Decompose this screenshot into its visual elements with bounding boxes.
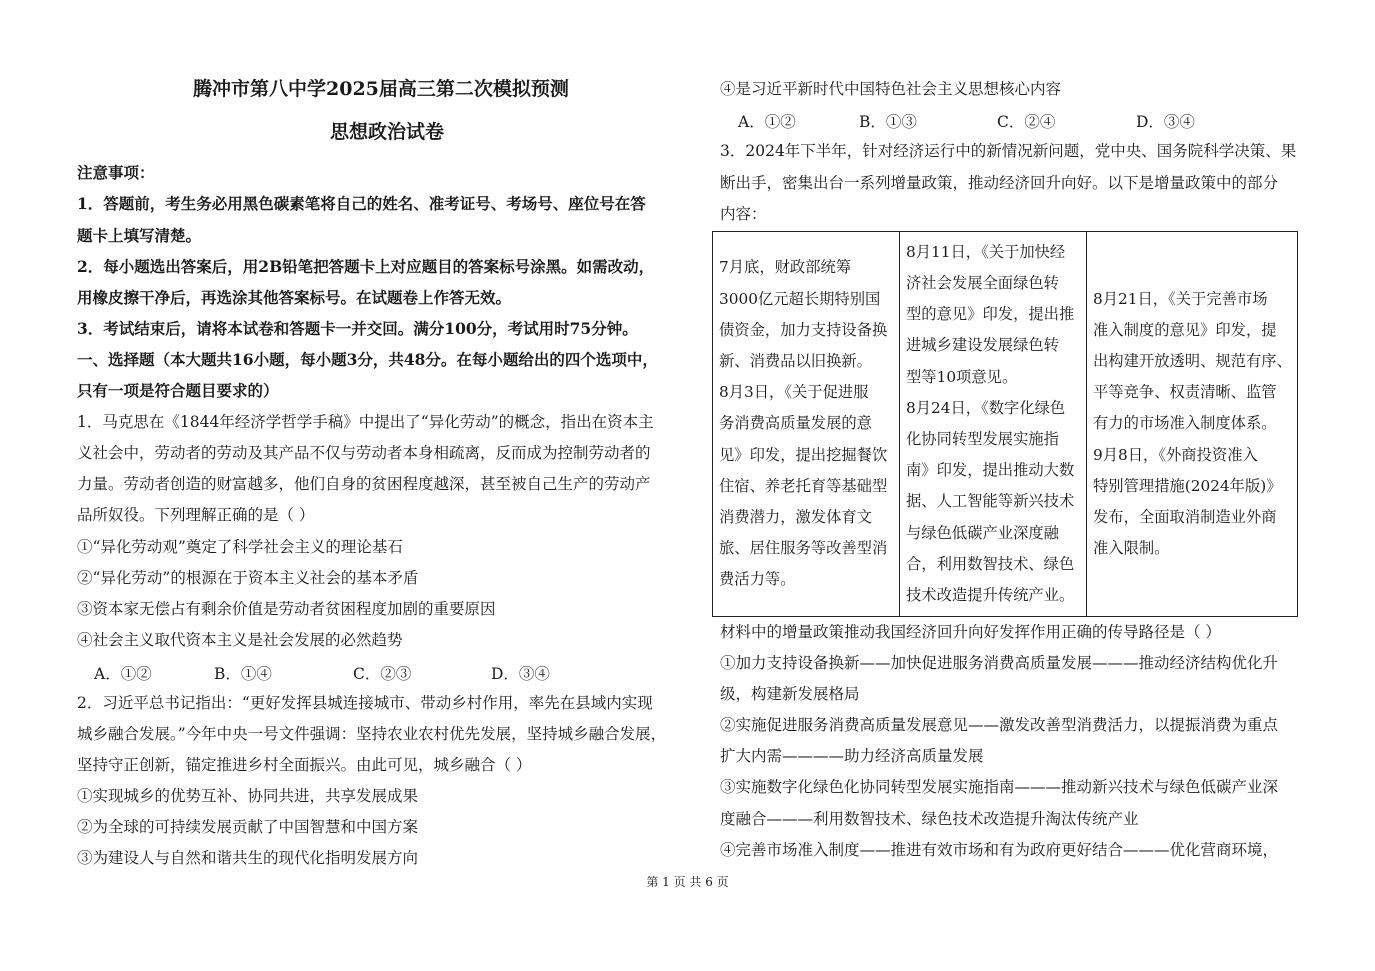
q3-intro: 3．2024年下半年，针对经济运行中的新情况新问题，党中央、国务院科学决策、果	[720, 142, 1297, 160]
q1-option-d: D．③④	[491, 665, 550, 683]
q1-stem: 品所奴役。下列理解正确的是（ ）	[77, 506, 315, 524]
notice-line: 2．每小题选出答案后，用2B铅笔把答题卡上对应题目的答案标号涂黑。如需改动，	[77, 257, 655, 276]
q3-item: 扩大内需————助力经济高质量发展	[720, 747, 984, 765]
section-heading: 只有一项是符合题目要求的）	[77, 381, 279, 400]
q1-item: ①“异化劳动观”奠定了科学社会主义的理论基石	[77, 538, 403, 556]
cell-text: 化协同转型发展实施指	[906, 430, 1059, 448]
cell-text: 8月11日，《关于加快经	[906, 242, 1066, 261]
q1-stem: 力量。劳动者创造的财富越多，他们自身的贫困程度越深，甚至被自己生产的劳动产	[77, 475, 651, 493]
section-heading: 一、选择题（本大题共16小题，每小题3分，共48分。在每小题给出的四个选项中，	[77, 350, 658, 369]
q2-item: ①实现城乡的优势互补、协同共进，共享发展成果	[77, 787, 419, 805]
cell-text: 8月21日，《关于完善市场	[1093, 289, 1268, 308]
q3-item: ①加力支持设备换新——加快促进服务消费高质量发展———推动经济结构优化升	[720, 654, 1279, 672]
q2-option-a: A．①②	[738, 113, 796, 131]
cell-text: 出构建开放透明、规范有序、	[1093, 351, 1292, 370]
policy-cell-2	[900, 232, 1087, 617]
cell-text: 8月24日，《数字化绿色	[906, 398, 1066, 417]
notice-line: 1．答题前，考生务必用黑色碳素笔将自己的姓名、准考证号、考场号、座位号在答	[77, 194, 646, 213]
cell-text: 平等竞争、权责清晰、监管	[1093, 383, 1277, 402]
exam-title: 腾冲市第八中学2025届高三第二次模拟预测	[193, 78, 569, 100]
notice-heading: 注意事项：	[77, 163, 155, 182]
cell-text: 9月8日，《外商投资准入	[1093, 445, 1258, 464]
cell-text: 合，利用数智技术、绿色	[906, 554, 1075, 573]
cell-text: 有力的市场准入制度体系。	[1093, 414, 1277, 433]
policy-cell-3	[1087, 232, 1298, 617]
q3-item: ④完善市场准入制度——推进有效市场和有为政府更好结合———优化营商环境，	[720, 841, 1279, 859]
q3-item: 级，构建新发展格局	[720, 685, 860, 703]
cell-text: 3000亿元超长期特别国	[719, 289, 881, 308]
notice-line: 题卡上填写清楚。	[77, 226, 202, 245]
q3-question: 材料中的增量政策推动我国经济回升向好发挥作用正确的传导路径是（ ）	[720, 623, 1221, 641]
cell-text: 务消费高质量发展的意	[719, 414, 872, 433]
q2-stem: 城乡融合发展。”今年中央一号文件强调：坚持农业农村优先发展，坚持城乡融合发展，	[77, 725, 667, 743]
page-footer: 第 1 页 共 6 页	[646, 875, 729, 889]
q1-item: ②“异化劳动”的根源在于资本主义社会的基本矛盾	[77, 569, 419, 587]
cell-text: 准入制度的意见》印发，提	[1093, 320, 1277, 339]
cell-text: 发布，全面取消制造业外商	[1093, 508, 1277, 526]
cell-text: 据、人工智能等新兴技术	[906, 492, 1075, 511]
cell-text: 债资金，加力支持设备换	[719, 320, 888, 339]
policy-cell-1	[713, 232, 900, 617]
q3-item: 度融合———利用数智技术、绿色技术改造提升淘汰传统产业	[720, 810, 1139, 828]
cell-text: 住宿、养老托育等基础型	[719, 476, 888, 495]
exam-subtitle: 思想政治试卷	[330, 121, 445, 143]
q2-item: ②为全球的可持续发展贡献了中国智慧和中国方案	[77, 818, 419, 836]
cell-text: 新、消费品以旧换新。	[719, 351, 872, 370]
cell-text: 型等10项意见。	[906, 367, 1018, 386]
q2-option-b: B．①③	[859, 113, 917, 131]
cell-text: 进城乡建设发展绿色转	[906, 336, 1059, 355]
q1-option-a: A．①②	[94, 665, 152, 683]
q1-item: ④社会主义取代资本主义是社会发展的必然趋势	[77, 631, 403, 649]
q2-item: ③为建设人与自然和谐共生的现代化指明发展方向	[77, 849, 419, 867]
q2-stem: 坚持守正创新，锚定推进乡村全面振兴。由此可见，城乡融合（ ）	[77, 756, 532, 774]
cell-text: 南》印发，提出推动大数	[906, 461, 1075, 480]
q2-item: ④是习近平新时代中国特色社会主义思想核心内容	[720, 80, 1062, 98]
q1-item: ③资本家无偿占有剩余价值是劳动者贫困程度加剧的重要原因	[77, 600, 496, 618]
cell-text: 费活力等。	[719, 570, 796, 589]
q1-stem: 1．马克思在《1844年经济学哲学手稿》中提出了“异化劳动”的概念，指出在资本主	[77, 413, 654, 431]
cell-text: 济社会发展全面绿色转	[906, 273, 1059, 292]
notice-line: 3．考试结束后，请将本试卷和答题卡一并交回。满分100分，考试用时75分钟。	[77, 319, 638, 338]
q3-item: ③实施数字化绿色化协同转型发展实施指南———推动新兴技术与绿色低碳产业深	[720, 778, 1279, 796]
notice-line: 用橡皮擦干净后，再选涂其他答案标号。在试题卷上作答无效。	[77, 288, 512, 307]
cell-text: 型的意见》印发，提出推	[906, 305, 1075, 324]
q1-option-c: C．②③	[353, 665, 412, 683]
q2-option-c: C．②④	[997, 113, 1056, 131]
cell-text: 7月底，财政部统筹	[719, 258, 852, 277]
cell-text: 特别管理措施(2024年版)》	[1093, 476, 1282, 495]
q1-option-b: B．①④	[214, 665, 272, 683]
q3-intro: 断出手，密集出台一系列增量政策，推动经济回升向好。以下是增量政策中的部分	[720, 174, 1279, 192]
cell-text: 见》印发，提出挖掘餐饮	[719, 445, 888, 464]
q1-stem: 义社会中，劳动者的劳动及其产品不仅与劳动者本身相疏离，反而成为控制劳动者的	[77, 444, 651, 462]
cell-text: 与绿色低碳产业深度融	[906, 523, 1059, 542]
cell-text: 准入限制。	[1093, 539, 1170, 558]
q3-item: ②实施促进服务消费高质量发展意见——激发改善型消费活力，以提振消费为重点	[720, 716, 1279, 734]
q2-option-d: D．③④	[1136, 113, 1195, 131]
q2-stem: 2．习近平总书记指出：“更好发挥县城连接城市、带动乡村作用，率先在县域内实现	[77, 694, 653, 712]
q3-intro: 内容：	[720, 205, 767, 223]
cell-text: 旅、居住服务等改善型消	[719, 539, 888, 558]
policy-table	[712, 231, 1298, 617]
cell-text: 消费潜力，激发体育文	[719, 508, 872, 526]
cell-text: 技术改造提升传统产业。	[906, 586, 1075, 605]
cell-text: 8月3日，《关于促进服	[719, 383, 869, 402]
